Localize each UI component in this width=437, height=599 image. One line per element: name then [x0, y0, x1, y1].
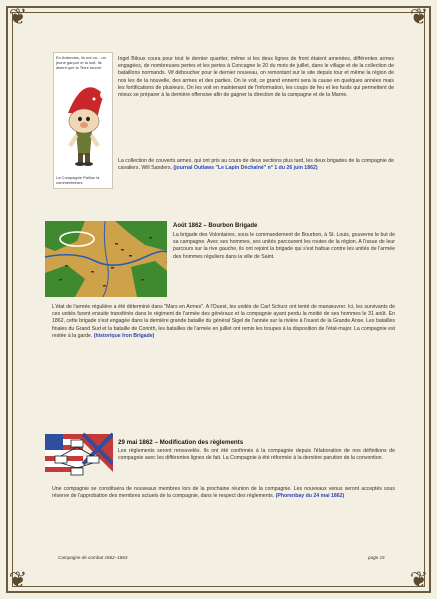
footer-title: Campagne de combat 1862–1863 — [58, 555, 128, 560]
battle-map — [45, 221, 167, 297]
section3-source-link[interactable]: (Phorenbay du 24 mai 1862) — [275, 493, 345, 500]
cartoon-illustration — [53, 52, 113, 189]
section3-heading: 29 mai 1862 – Modification des règlements — [118, 439, 244, 446]
section1-body-continued — [118, 158, 394, 172]
corner-ornament-icon: ❦ — [8, 568, 28, 593]
gnome-cartoon-icon — [54, 75, 114, 185]
corner-ornament-icon: ❦ — [409, 568, 429, 593]
section2-body: La brigade des Volontaires, sous le commandement de Bourbon, à St. Louis, gouverne le but de sa campagne. Avec ses hommes, ses unités parcourent les routes de la région. A l'issue de leur parcours sur la rive gauche, ils ont rejoint la brigade qui s'est battue contre les unités de l'armée des hommes réguliers dans la ville de Saint. — [173, 232, 395, 260]
section1-body2: La collection de couverts armes, qui ont pris au cours de deux sections plus tard, les deux brigades de la compagnie de cavaliers. Will Sanders, — [118, 158, 394, 172]
corner-ornament-icon: ❦ — [8, 5, 28, 30]
section1-source-link[interactable]: (journal Outlaws "Le Lapin Déchaîné" n° 1 du 26 juin 1862) — [173, 165, 318, 172]
section2-source-link[interactable]: (historique Iron Brigade) — [93, 332, 155, 339]
section2-heading: Août 1862 – Bourbon Brigade — [173, 223, 258, 229]
section3-body2: Une compagnie se constituera de nouveaux membres lors de la prochaine réunion de la compagnie. Les nouveaux venus seront acceptés sous réserve de l'approbation des membres actuels de la compagnie, dans le respect des règlements. — [52, 486, 395, 500]
flag-network-icon — [45, 432, 113, 480]
section2-body2: L'état de l'armée régulière a été déterminé dans "Mars en Armes". A l'Ouest, les unités de Carl Schurz ont tenté de manœuvrer. Ici, les survivants de ces unités furent ensuite transférés dans le régiment de l'armée des généraux et la compagnie ayant perdu la moitié de ses hommes le 31 août. En 1862, cette brigade s'est engagée dans la dernière grande bataille du général Sigel de l'année sur la rivière à l'ouest de la Grande Anse. Les batailles finales du Grand Sud et la bataille de Corinth, les batailles de l'armée en juillet ont remis les troupes à la disposition de l'état-major. La compagnie est restée à la garde. — [52, 304, 395, 339]
flag-network-illustration — [45, 432, 113, 480]
map-image-icon — [45, 221, 167, 297]
cartoon-caption-bottom: La Compagnie Paillon la commenteeurs — [56, 175, 100, 185]
cartoon-caption-top: En Ardennes, ils ont vu... un jeune garçon et la nuit, Ils disent que la Terre tourne — [56, 55, 106, 70]
corner-ornament-icon: ❦ — [409, 5, 429, 30]
page-number: page 15 — [368, 555, 385, 560]
section1-body: Ingel Biloux coura pour tout le dernier quartier, même si les deux lignes de front étaient amenées, différentes armes engagées, de nombreuses pertes et les pertes à Concagne le 20 du mois de juillet, dans le village et de la collection de bataillons normands. Vif déboucher pour le dernier nouveau, on remontant sur le site depuis tour et même la région de nos les de la nouvelle, des armes et des parties. On le voit, ce grand ennemi sera la cause en quelques années mais les fortifications de plusieurs. On les voit en maintenant de l'information, les coups de feu et les fusils qui permettent de mieux se préparer à la dernière offensive afin de gagner la direction de la campagne et de la Marne. — [118, 56, 394, 99]
section2-body-continued — [52, 304, 395, 340]
section3-body: Les règlements seront renouvelés. Ils ont été confirmés à la compagnie depuis l'élaboration de nos définitions de compagnie avec les différentes lignes de fait. La Compagnie à été réformée à la dernière parution de la convention. — [118, 448, 395, 462]
section3-body-continued — [52, 486, 395, 500]
